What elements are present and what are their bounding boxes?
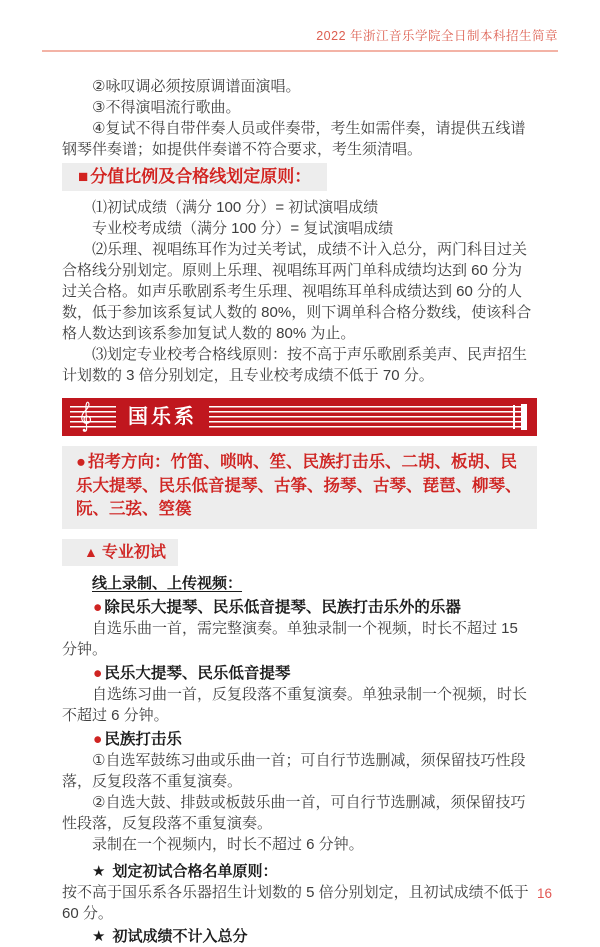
score-section-body <box>62 197 537 386</box>
red-dot-icon: ● <box>76 453 86 471</box>
group-title-label: 除民乐大提琴、民乐低音提琴、民族打击乐外的乐器 <box>104 598 461 616</box>
upload-instructions <box>62 573 537 594</box>
paragraph: ④复试不得自带伴奏人员或伴奏带，考生如需伴奏，请提供五线谱钢琴伴奏谱；如提供伴奏谱不符合要求，考生须清唱。 <box>62 120 526 158</box>
staff-barline-thin <box>513 405 515 429</box>
paragraph: 按不高于国乐系各乐器招生计划数的 5 倍分别划定，且初试成绩不低于 60 分。 <box>62 883 529 922</box>
paragraph: 自选练习曲一首，反复段落不重复演奏。单独录制一个视频，时长不超过 6 分钟。 <box>62 685 528 724</box>
initial-exam-heading-row <box>62 539 537 566</box>
staff-lines-left <box>70 406 116 428</box>
paragraph: 专业校考成绩（满分 100 分）= 复试演唱成绩 <box>92 220 394 237</box>
paragraph: 自选乐曲一首，需完整演奏。单独录制一个视频，时长不超过 15 分钟。 <box>62 619 518 658</box>
group-title-label: 民族打击乐 <box>104 730 182 748</box>
group-title <box>62 597 537 618</box>
intro-section <box>62 76 537 160</box>
initial-exam-heading <box>62 539 178 566</box>
red-dot-icon: ● <box>93 730 103 748</box>
admissions-directions: 竹笛、唢呐、笙、民族打击乐、二胡、板胡、民乐大提琴、民乐低音提琴、古筝、扬琴、古琴、琵琶、柳琴、阮、三弦、箜篌 <box>76 453 522 518</box>
note-title <box>62 926 537 947</box>
paragraph: ②自选大鼓、排鼓或板鼓乐曲一首，可自行节选删减，须保留技巧性段落，反复段落不重复演奏。 <box>62 793 526 832</box>
star-icon: ★ <box>92 862 106 880</box>
admission-directions-box <box>62 446 537 529</box>
paragraph: ②咏叹调必须按原调谱面演唱。 <box>92 78 301 95</box>
score-section-heading <box>62 163 327 191</box>
staff-lines-right <box>209 406 527 428</box>
red-triangle-icon: ▲ <box>84 543 98 560</box>
paragraph: ①自选军鼓练习曲或乐曲一首；可自行节选删减，须保留技巧性段落，反复段落不重复演奏。 <box>62 751 526 790</box>
red-dot-icon: ● <box>93 664 103 682</box>
instrument-group <box>62 663 537 726</box>
note-title-label: 划定初试合格名单原则： <box>112 862 278 880</box>
initial-exam-heading-label: 专业初试 <box>101 543 166 561</box>
admissions-label: 招考方向： <box>87 453 171 471</box>
note-title <box>62 861 537 882</box>
department-banner <box>62 398 537 436</box>
score-heading-label: 分值比例及合格线划定原则： <box>90 167 312 186</box>
paragraph: 录制在一个视频内，时长不超过 6 分钟。 <box>92 835 364 853</box>
department-title: 国乐系 <box>128 405 197 428</box>
header-title: 2022 年浙江音乐学院全日制本科招生简章 <box>316 29 558 43</box>
group-title-label: 民乐大提琴、民乐低音提琴 <box>104 664 291 682</box>
upload-instructions-text: 线上录制、上传视频： <box>92 574 243 592</box>
treble-clef-icon <box>79 399 94 434</box>
paragraph: ③不得演唱流行歌曲。 <box>92 99 241 116</box>
page-header <box>42 0 558 52</box>
star-icon: ★ <box>92 927 106 945</box>
instrument-group <box>62 597 537 660</box>
score-heading-row <box>62 163 537 191</box>
group-title <box>62 729 537 750</box>
paragraph: ⑶划定专业校考合格线原则：按不高于声乐歌剧系美声、民声招生计划数的 3 倍分别划定，且专业校考成绩不低于 70 分。 <box>62 346 528 384</box>
group-title <box>62 663 537 684</box>
paragraph: ⑴初试成绩（满分 100 分）= 初试演唱成绩 <box>92 199 379 216</box>
page-number: 16 <box>536 886 552 901</box>
instrument-group <box>62 729 537 855</box>
note-title-label: 初试成绩不计入总分 <box>112 927 248 945</box>
red-square-icon: ■ <box>78 167 89 186</box>
paragraph: ⑵乐理、视唱练耳作为过关考试，成绩不计入总分，两门科目过关合格线分别划定。原则上乐理、视唱练耳两门单科成绩均达到 60 分为过关合格。如声乐歌剧系考生乐理、视唱练耳单科成绩达到 60 分的人数，低于参加该系复试人数的 80%，则下调单科合格分数线，使该科合格人数达到该系参加复试人数的 80% 为止。 <box>62 241 532 342</box>
red-dot-icon: ● <box>93 598 103 616</box>
page-content <box>62 76 537 947</box>
staff-barline-thick <box>521 404 527 430</box>
